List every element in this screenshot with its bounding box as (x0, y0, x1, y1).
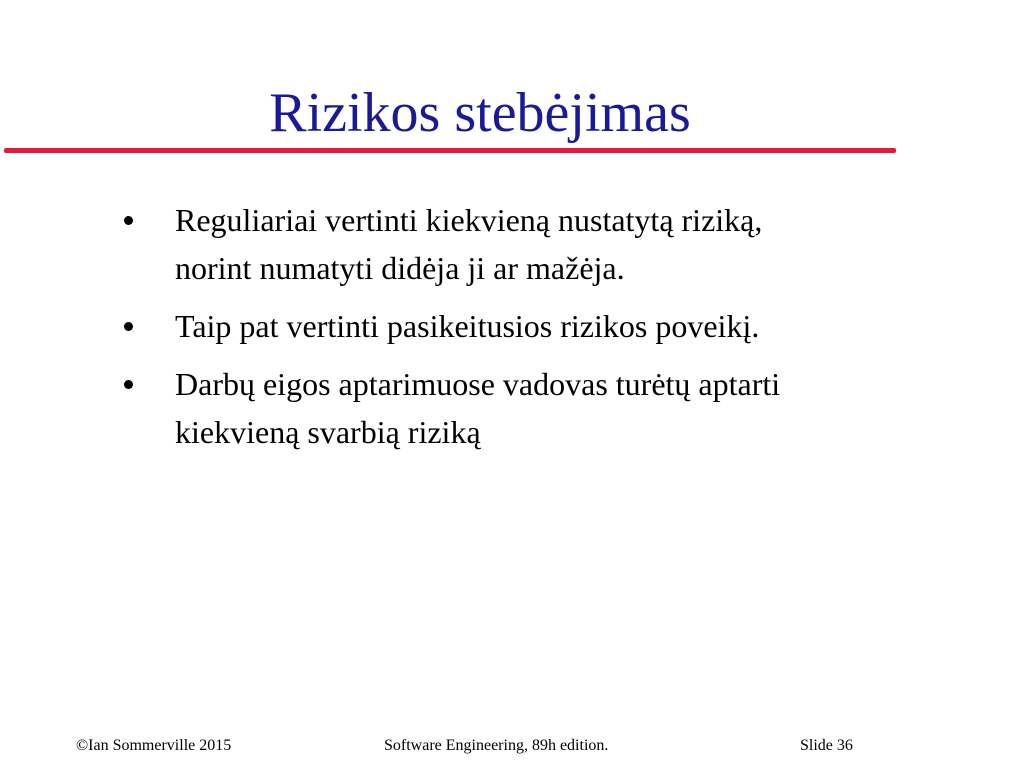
bullet-text: Darbų eigos aptarimuose vadovas turėtų aptarti kiekvieną svarbią riziką (175, 366, 781, 450)
footer-copyright: ©Ian Sommerville 2015 (76, 737, 232, 754)
bullet-icon (124, 380, 133, 389)
bullet-icon (124, 216, 133, 225)
bullet-text: Reguliariai vertinti kiekvieną nustatytą riziką, norint numatyti didėja ji ar mažėja. (175, 202, 763, 286)
footer-book-title: Software Engineering, 89h edition. (384, 737, 609, 754)
footer-slide-number: Slide 36 (800, 737, 853, 754)
bullet-icon (124, 322, 133, 331)
slide-title: Rizikos stebėjimas (269, 82, 691, 144)
bullet-text: Taip pat vertinti pasikeitusios rizikos poveikį. (175, 308, 760, 344)
